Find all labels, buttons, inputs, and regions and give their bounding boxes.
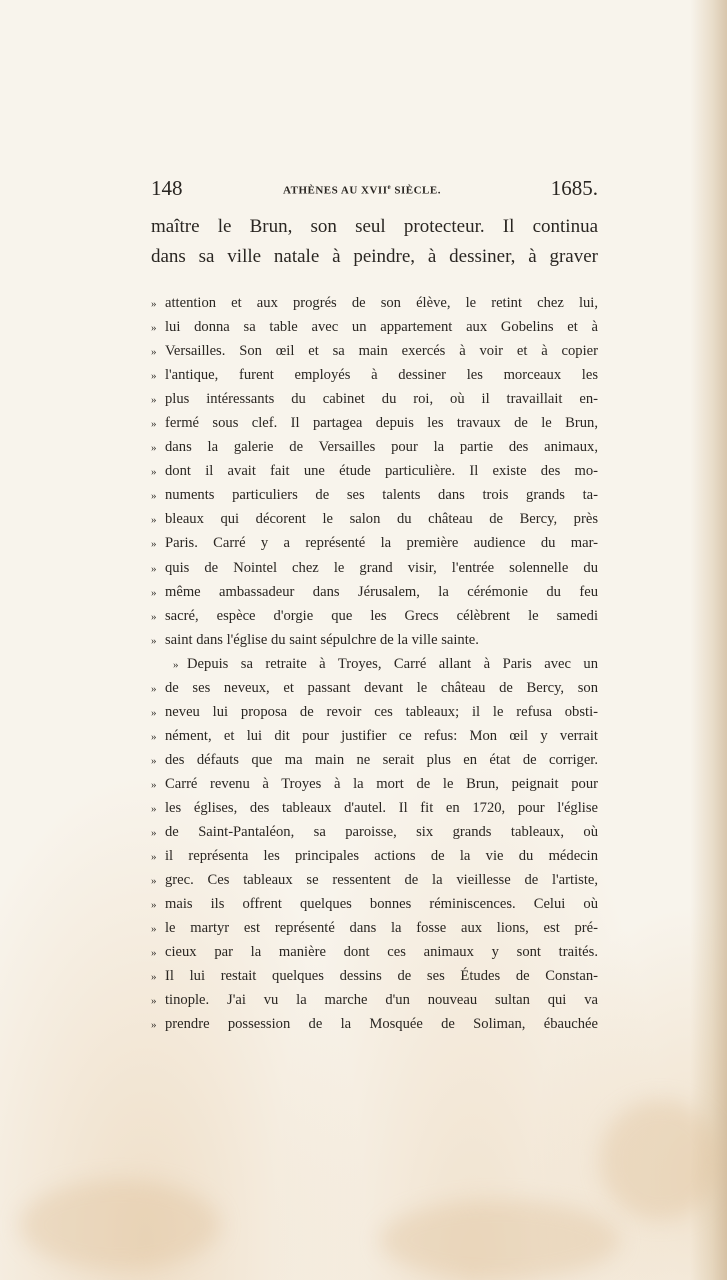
quote-mark: » xyxy=(151,442,157,455)
footnote-line: » le martyr est représenté dans la fosse aux lions, est pré- xyxy=(151,917,598,941)
paper-stain xyxy=(600,1100,720,1220)
quote-mark: » xyxy=(151,322,157,335)
quote-mark: » xyxy=(151,899,157,912)
quote-mark: » xyxy=(151,947,157,960)
footnote-line: » quis de Nointel chez le grand visir, l'entrée solennelle du xyxy=(151,557,598,581)
quote-mark: » xyxy=(151,827,157,840)
quote-mark: » xyxy=(151,754,157,767)
footnote-line: » Il lui restait quelques dessins de ses Études de Constan- xyxy=(151,965,598,989)
footnote-line: » des défauts que ma main ne serait plus en état de corriger. xyxy=(151,749,598,773)
quote-mark: » xyxy=(151,610,157,623)
quote-mark: » xyxy=(151,298,157,310)
quote-mark: » xyxy=(151,586,157,599)
footnote-line: » Carré revenu à Troyes à la mort de le Brun, peignait pour xyxy=(151,773,598,797)
quote-mark: » xyxy=(151,346,157,359)
footnote-line: » il représenta les principales actions de la vie du médecin xyxy=(151,845,598,869)
quote-mark: » xyxy=(151,995,157,1008)
footnote-line: » de Saint-Pantaléon, sa paroisse, six grands tableaux, où xyxy=(151,821,598,845)
quote-mark: » xyxy=(151,370,157,383)
quote-mark: » xyxy=(151,851,157,864)
quote-mark: » xyxy=(151,418,157,431)
paper-stain xyxy=(380,1200,620,1280)
footnote-line: » même ambassadeur dans Jérusalem, la cérémonie du feu xyxy=(151,581,598,605)
footnote-line: » neveu lui proposa de revoir ces tableaux; il le refusa obsti- xyxy=(151,701,598,725)
paper-stain xyxy=(20,1180,220,1270)
quote-mark: » xyxy=(151,778,157,791)
quote-mark: » xyxy=(151,875,157,888)
quote-mark: » xyxy=(151,538,157,551)
footnote-line: » lui donna sa table avec un appartement aux Gobelins et à xyxy=(151,316,598,340)
footnote-line: » Depuis sa retraite à Troyes, Carré allant à Paris avec un xyxy=(151,653,598,677)
footnote-line: » plus intéressants du cabinet du roi, où il travaillait en- xyxy=(151,388,598,412)
quote-mark: » xyxy=(151,682,157,695)
footnote-text xyxy=(151,292,598,1037)
footnote-line: » l'antique, furent employés à dessiner les morceaux les xyxy=(151,364,598,388)
quote-mark: » xyxy=(173,658,179,671)
quote-mark: » xyxy=(151,1019,157,1032)
quote-mark: » xyxy=(151,802,157,815)
main-text xyxy=(151,212,598,272)
footnote-line: » bleaux qui décorent le salon du château de Bercy, près xyxy=(151,508,598,532)
quote-mark: » xyxy=(151,514,157,527)
footnote-line: » mais ils offrent quelques bonnes réminiscences. Celui où xyxy=(151,893,598,917)
footnote-line: » cieux par la manière dont ces animaux y sont traités. xyxy=(151,941,598,965)
footnote-line: » dont il avait fait une étude particulière. Il existe des mo- xyxy=(151,460,598,484)
running-head xyxy=(151,174,598,204)
footnote-line: » numents particuliers de ses talents dans trois grands ta- xyxy=(151,484,598,508)
quote-mark: » xyxy=(151,394,157,407)
quote-mark: » xyxy=(151,634,157,647)
quote-mark: » xyxy=(151,730,157,743)
page-year: 1685. xyxy=(550,176,598,200)
footnote-line: » saint dans l'église du saint sépulchre de la ville sainte. xyxy=(151,629,598,653)
quote-mark: » xyxy=(151,923,157,936)
footnote-line: » grec. Ces tableaux se ressentent de la vieillesse de l'artiste, xyxy=(151,869,598,893)
quote-mark: » xyxy=(151,706,157,719)
footnote-line: » dans la galerie de Versailles pour la partie des animaux, xyxy=(151,436,598,460)
page-number: 148 xyxy=(151,176,183,200)
footnote-line: » les églises, des tableaux d'autel. Il fit en 1720, pour l'église xyxy=(151,797,598,821)
footnote-line: » Paris. Carré y a représenté la première audience du mar- xyxy=(151,532,598,556)
running-title: ATHÈNES AU XVIIe SIÈCLE. xyxy=(283,183,441,197)
footnote-line: » Versailles. Son œil et sa main exercés à voir et à copier xyxy=(151,340,598,364)
footnote-line: » prendre possession de la Mosquée de Soliman, ébauchée xyxy=(151,1013,598,1037)
footnote-line: » attention et aux progrés de son élève, le retint chez lui, xyxy=(151,292,598,316)
footnote-line: » de ses neveux, et passant devant le château de Bercy, son xyxy=(151,677,598,701)
quote-mark: » xyxy=(151,466,157,479)
footnote-line: » nément, et lui dit pour justifier ce refus: Mon œil y verrait xyxy=(151,725,598,749)
quote-mark: » xyxy=(151,562,157,575)
quote-mark: » xyxy=(151,971,157,984)
main-text-line: maître le Brun, son seul protecteur. Il continua xyxy=(151,216,598,237)
footnote-line: » tinople. J'ai vu la marche d'un nouveau sultan qui va xyxy=(151,989,598,1013)
main-text-line: dans sa ville natale à peindre, à dessiner, à graver xyxy=(151,246,598,267)
quote-mark: » xyxy=(151,490,157,503)
footnote-line: » fermé sous clef. Il partagea depuis les travaux de le Brun, xyxy=(151,412,598,436)
footnote-line: » sacré, espèce d'orgie que les Grecs célèbrent le samedi xyxy=(151,605,598,629)
